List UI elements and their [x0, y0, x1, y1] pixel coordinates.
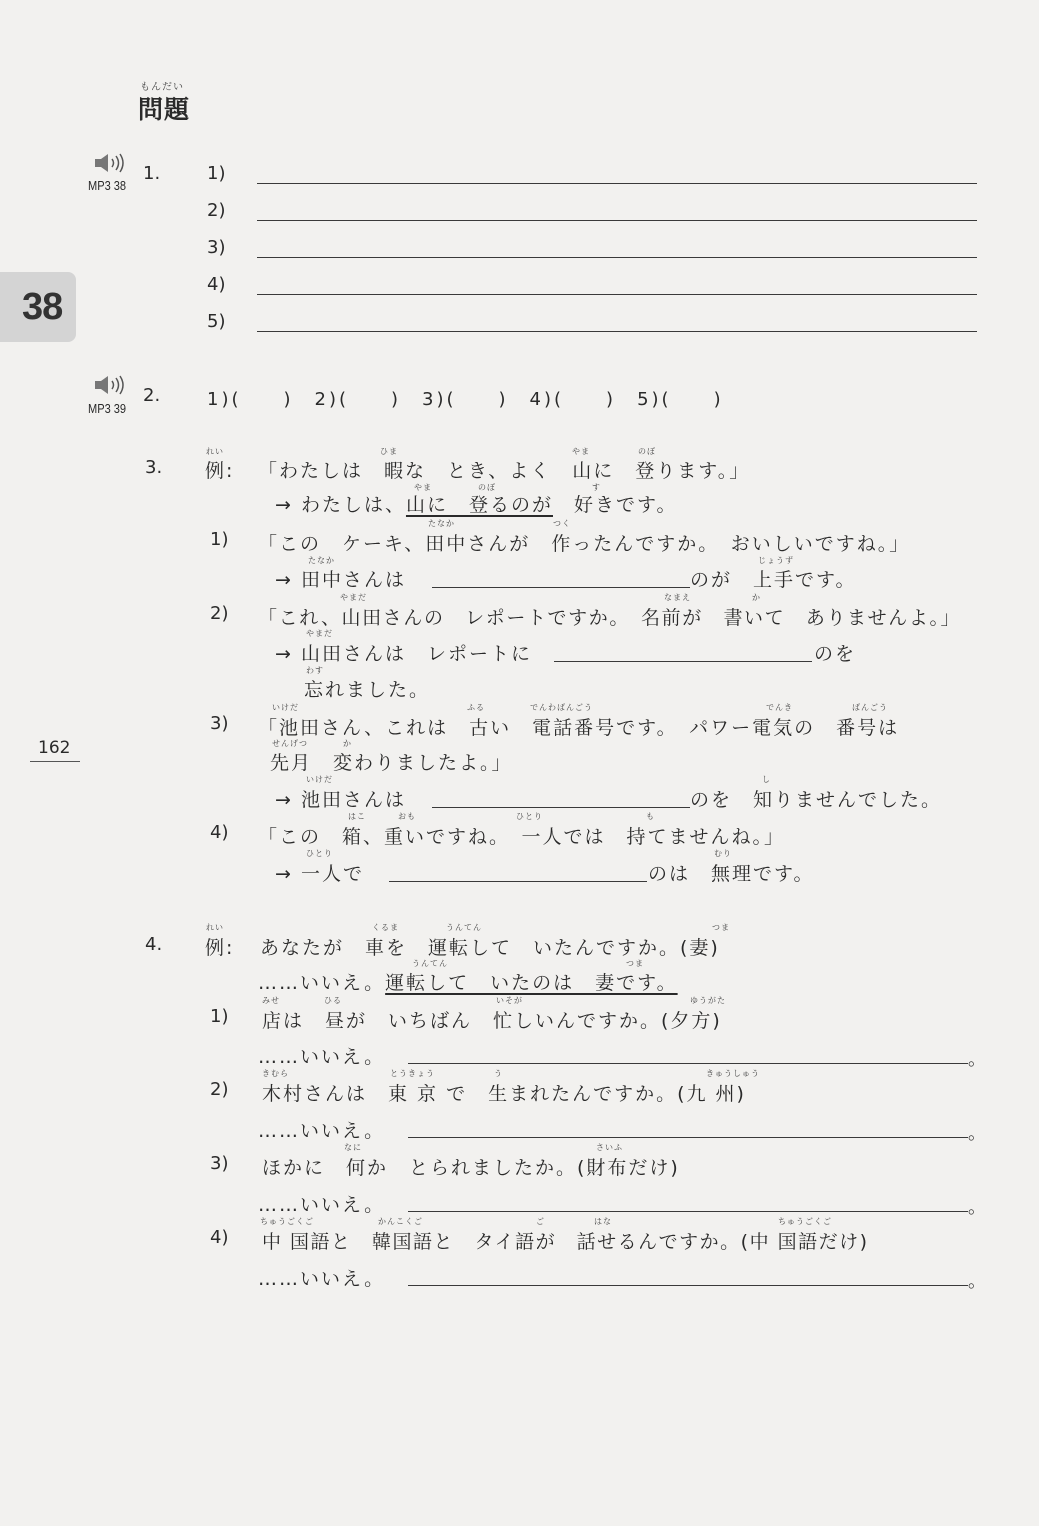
ruby: つま: [626, 959, 644, 968]
ruby: くるま: [372, 923, 399, 932]
answer-line[interactable]: [408, 1137, 968, 1138]
period: 。: [968, 1123, 986, 1144]
item-label: 2): [210, 1079, 229, 1100]
ruby: いけだ: [306, 775, 333, 784]
answer-item-label: 4): [207, 274, 226, 295]
period: 。: [968, 1271, 986, 1292]
item-prompt: → 池田さんは: [275, 789, 406, 811]
item-label: 2): [210, 603, 229, 624]
example-label: 例:: [205, 460, 235, 482]
ruby: ご: [536, 1217, 545, 1226]
reply-text: ……いいえ。: [258, 972, 386, 994]
ruby: なに: [344, 1143, 362, 1152]
page-title: 問題: [138, 95, 191, 124]
ruby: つく: [553, 519, 571, 528]
ruby: れい: [206, 923, 224, 932]
ruby: ふる: [467, 703, 485, 712]
ruby: わす: [306, 666, 324, 675]
ruby: きゅうしゅう: [706, 1069, 760, 1078]
example-sentence: あなたが 車を 運転して いたんですか。(妻): [260, 937, 720, 959]
item-label: 3): [210, 713, 229, 734]
item-prompt-tail: のを 知りませんでした。: [690, 789, 943, 811]
speaker-icon[interactable]: [94, 152, 128, 174]
ruby: ゆうがた: [690, 996, 726, 1005]
example-sentence: 「わたしは 暇な とき、よく 山に 登ります。」: [258, 460, 751, 482]
answer-line[interactable]: [257, 331, 977, 332]
answer-line[interactable]: [257, 220, 977, 221]
lesson-number: 38: [22, 286, 63, 328]
ruby: さいふ: [596, 1143, 623, 1152]
item-label: 4): [210, 1227, 229, 1248]
answer-item-label: 5): [207, 311, 226, 332]
reply-text: ……いいえ。: [258, 1268, 386, 1290]
question-number: 4.: [145, 934, 163, 955]
question-number: 3.: [145, 457, 163, 478]
ruby: か: [752, 593, 761, 602]
item-prompt: → 田中さんは: [275, 569, 406, 591]
ruby: おも: [398, 812, 416, 821]
ruby: か: [343, 739, 352, 748]
reply-text: ……いいえ。: [258, 1120, 386, 1142]
ruby: やま: [414, 483, 432, 492]
answer-line[interactable]: [408, 1285, 968, 1286]
period: 。: [968, 1049, 986, 1070]
ruby: たなか: [308, 556, 335, 565]
ruby: ひる: [324, 996, 342, 1005]
question-number: 1.: [143, 163, 161, 184]
ruby: ひとり: [306, 849, 333, 858]
ruby: ちゅうごくご: [778, 1217, 832, 1226]
answer-line[interactable]: [257, 257, 977, 258]
ruby: うんてん: [446, 923, 482, 932]
example-answer-tail: 好きです。: [552, 494, 678, 516]
ruby: でんき: [766, 703, 793, 712]
ruby: うんてん: [412, 959, 448, 968]
ruby: はこ: [348, 812, 366, 821]
item-sentence-continued: 先月 変わりましたよ。」: [270, 752, 513, 774]
item-prompt-continued: 忘れました。: [304, 679, 431, 701]
item-prompt-tail: のが 上手です。: [690, 569, 857, 591]
page-number: 162: [38, 738, 71, 758]
ruby: じょうず: [758, 556, 794, 565]
item-question: 店は 昼が いちばん 忙しいんですか。(夕方): [262, 1010, 722, 1032]
answer-blank[interactable]: [554, 661, 812, 662]
answer-line[interactable]: [408, 1211, 968, 1212]
lesson-tab: [0, 272, 76, 342]
ruby: なまえ: [664, 593, 691, 602]
ruby: も: [646, 812, 655, 821]
ruby: せんげつ: [272, 739, 308, 748]
ruby: う: [494, 1069, 503, 1078]
answer-blank[interactable]: [432, 587, 690, 588]
ruby: やまだ: [340, 593, 367, 602]
ruby: みせ: [262, 996, 280, 1005]
answer-choices[interactable]: 1)( ) 2)( ) 3)( ) 4)( ) 5)( ): [207, 389, 724, 410]
item-question: 中 国語と 韓国語と タイ語が 話せるんですか。(中 国語だけ): [262, 1231, 869, 1253]
example-answer-line: [275, 490, 677, 517]
item-sentence: 「池田さん、これは 古い 電話番号です。 パワー電気の 番号は: [258, 717, 900, 739]
reply-text: ……いいえ。: [258, 1194, 386, 1216]
ruby: のぼ: [478, 483, 496, 492]
item-question: 木村さんは 東 京 で 生まれたんですか。(九 州): [262, 1083, 746, 1105]
ruby: ひとり: [516, 812, 543, 821]
audio-track-label: MP3 39: [88, 401, 127, 416]
ruby: かんこくご: [378, 1217, 423, 1226]
ruby: いそが: [496, 996, 523, 1005]
item-prompt-tail: のを: [814, 643, 857, 665]
ruby: ひま: [380, 447, 398, 456]
question-number: 2.: [143, 385, 161, 406]
answer-line[interactable]: [257, 183, 977, 184]
ruby: ばんごう: [852, 703, 888, 712]
answer-item-label: 1): [207, 163, 226, 184]
ruby: たなか: [428, 519, 455, 528]
ruby: れい: [206, 447, 224, 456]
answer-blank[interactable]: [432, 807, 690, 808]
item-prompt: → 山田さんは レポートに: [275, 643, 532, 665]
answer-item-label: 2): [207, 200, 226, 221]
answer-line[interactable]: [257, 294, 977, 295]
ruby: でんわばんごう: [530, 703, 593, 712]
answer-item-label: 3): [207, 237, 226, 258]
reply-text: ……いいえ。: [258, 1046, 386, 1068]
example-answer: 運転して いたのは 妻です。: [385, 972, 678, 994]
ruby: むり: [714, 849, 732, 858]
ruby: やま: [572, 447, 590, 456]
ruby: はな: [594, 1217, 612, 1226]
item-prompt: → 一人で: [275, 863, 364, 885]
arrow-text: → わたしは、: [275, 494, 406, 516]
item-label: 4): [210, 822, 229, 843]
example-answer-line: [258, 968, 678, 995]
title-ruby: もんだい: [140, 82, 184, 93]
item-sentence: 「この 箱、重いですね。 一人では 持てませんね。」: [258, 826, 786, 848]
ruby: やまだ: [306, 629, 333, 638]
audio-track-label: MP3 38: [88, 178, 127, 193]
ruby: いけだ: [272, 703, 299, 712]
ruby: す: [592, 483, 601, 492]
item-sentence: 「この ケーキ、田中さんが 作ったんですか。 おいしいですね。」: [258, 533, 911, 555]
item-label: 1): [210, 1006, 229, 1027]
period: 。: [968, 1197, 986, 1218]
ruby: とうきょう: [390, 1069, 435, 1078]
example-answer: 山に 登るのが: [405, 494, 553, 516]
ruby: きむら: [262, 1069, 289, 1078]
ruby: のぼ: [638, 447, 656, 456]
item-sentence: 「これ、山田さんの レポートですか。 名前が 書いて ありませんよ。」: [258, 607, 962, 629]
item-question: ほかに 何か とられましたか。(財布だけ): [262, 1157, 680, 1179]
ruby: ちゅうごくご: [260, 1217, 314, 1226]
item-label: 1): [210, 529, 229, 550]
speaker-icon[interactable]: [94, 374, 128, 396]
item-label: 3): [210, 1153, 229, 1174]
ruby: し: [762, 775, 771, 784]
answer-blank[interactable]: [389, 881, 647, 882]
ruby: つま: [712, 923, 730, 932]
answer-line[interactable]: [408, 1063, 968, 1064]
item-prompt-tail: のは 無理です。: [648, 863, 815, 885]
page-number-rule: [30, 761, 80, 762]
example-label: 例:: [205, 937, 235, 959]
